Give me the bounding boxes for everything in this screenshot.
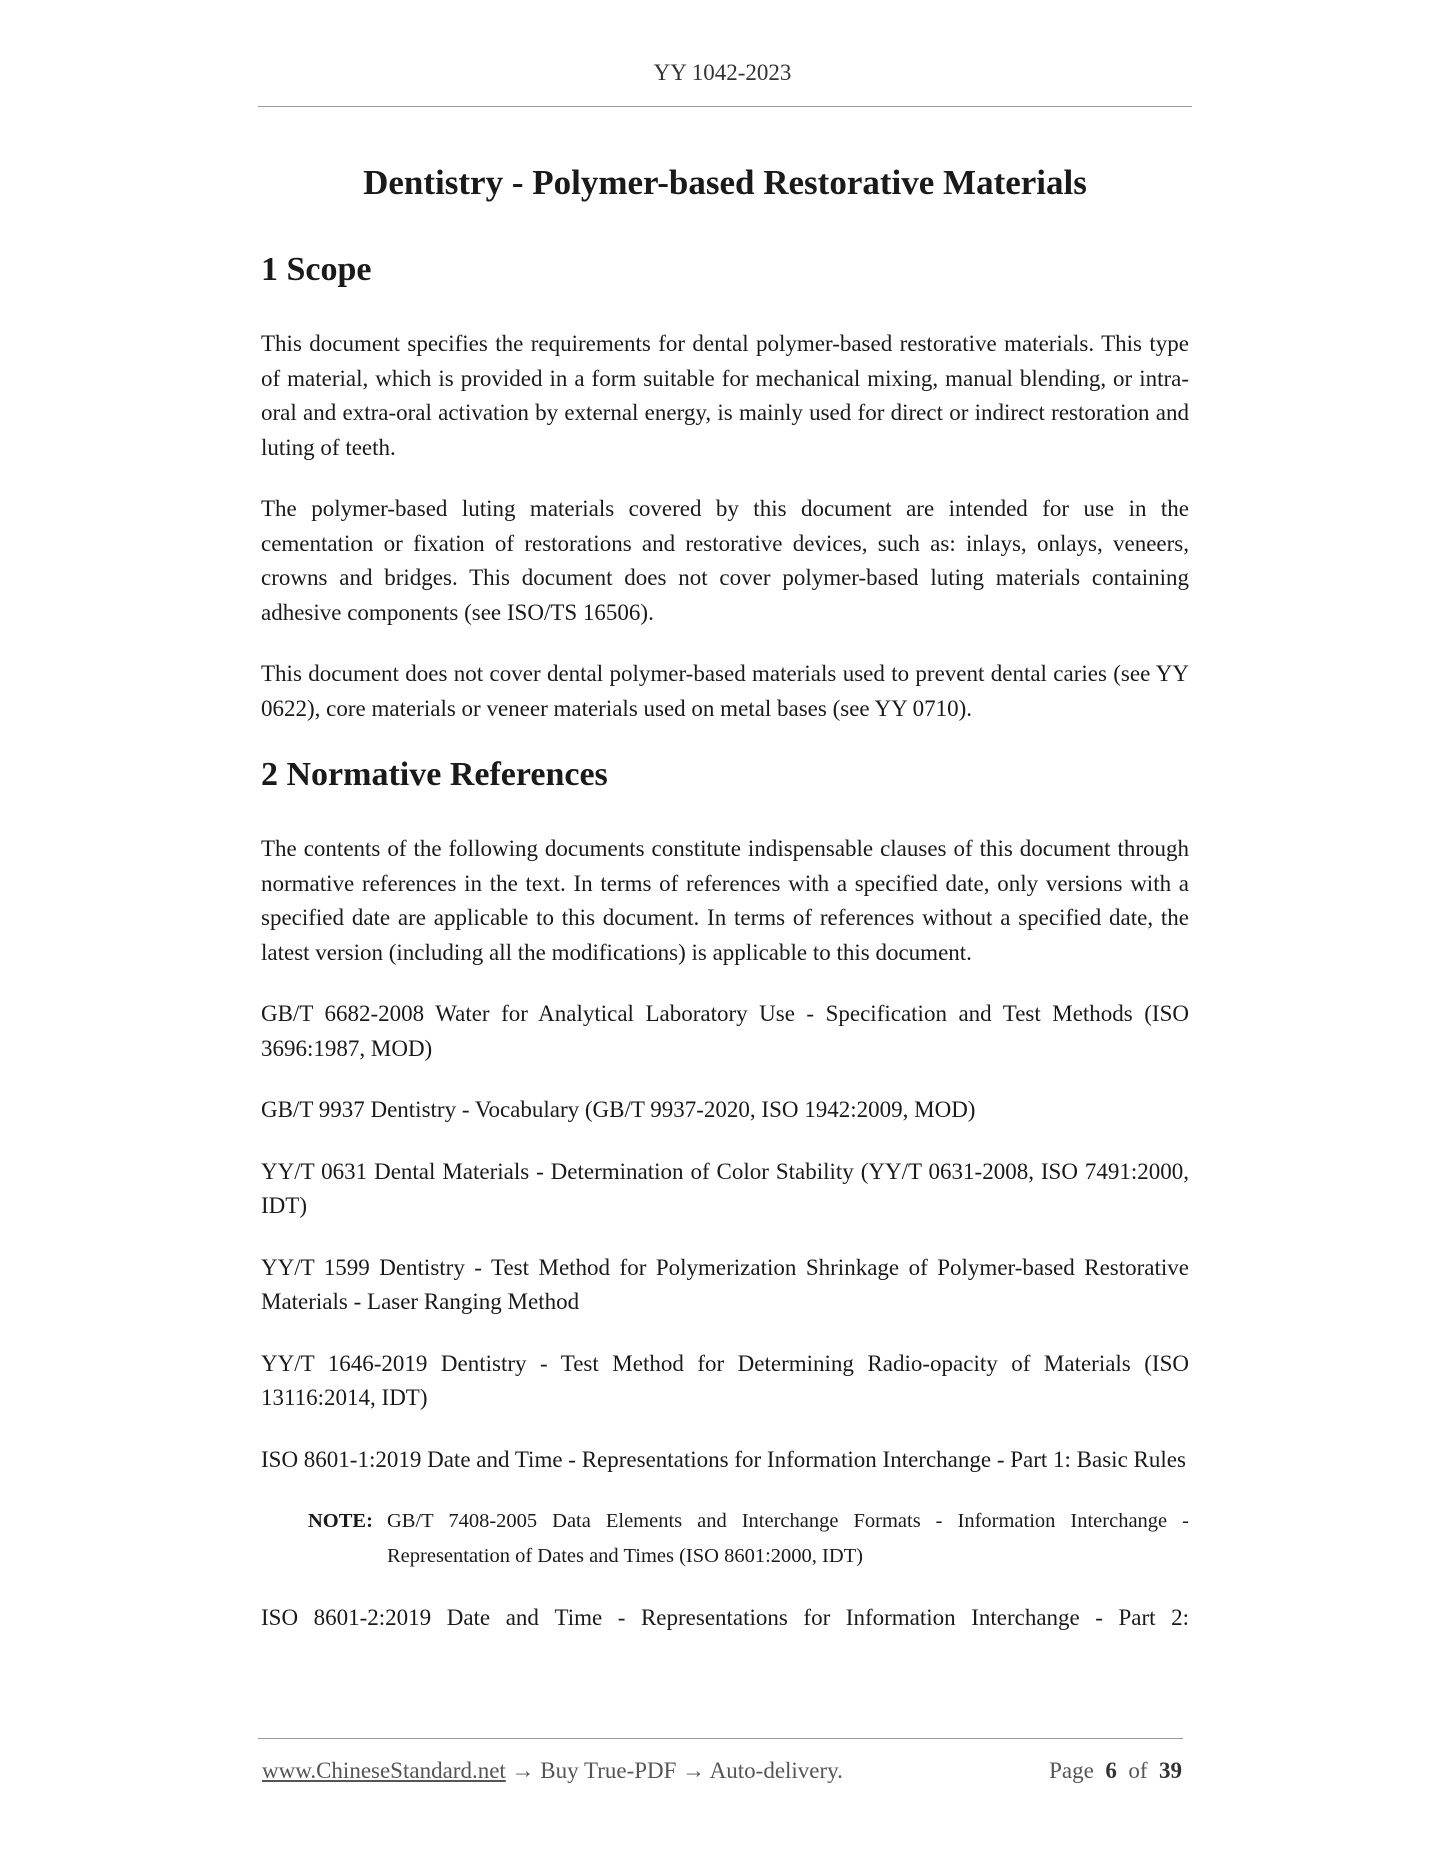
reference-word: 2:: [1171, 1605, 1189, 1630]
reference-item: YY/T 1646-2019 Dentistry - Test Method for Determining Radio-opacity of Materials (ISO 13116:2014, IDT): [261, 1350, 1189, 1410]
reference-item: GB/T 6682-2008 Water for Analytical Laboratory Use - Specification and Test Methods (ISO 3696:1987, MOD): [261, 1001, 1189, 1061]
reference-note: [308, 1504, 1189, 1574]
footer-tagline: → Buy True-PDF → Auto-delivery.: [505, 1758, 843, 1783]
reference-word: -: [617, 1605, 626, 1630]
scope-paragraph: This document does not cover dental polymer-based materials used to prevent dental caries (see YY 0622), core materials or veneer materials used on metal bases (see YY 0710).: [261, 661, 1189, 721]
page-current: 6: [1105, 1758, 1117, 1783]
footer-divider: [258, 1738, 1183, 1739]
footer-promo: [262, 1758, 843, 1784]
page-of-label: of: [1128, 1758, 1148, 1783]
reference-word: Interchange: [971, 1605, 1080, 1630]
website-link[interactable]: www.ChineseStandard.net: [262, 1758, 506, 1783]
reference-item: YY/T 0631 Dental Materials - Determination of Color Stability (YY/T 0631-2008, ISO 7491:2000, IDT): [261, 1158, 1189, 1218]
reference-word: Representations: [640, 1605, 788, 1630]
note-text: GB/T 7408-2005 Data Elements and Interchange Formats - Information Interchange - Representation of Dates and Times (ISO 8601:2000, IDT): [387, 1510, 1189, 1567]
header-doc-code: YY 1042-2023: [653, 60, 792, 85]
reference-word: Date: [446, 1605, 491, 1630]
reference-word: -: [1095, 1605, 1103, 1630]
reference-word: 8601-2:2019: [313, 1605, 432, 1630]
page-content: [261, 160, 1189, 1636]
reference-item-truncated: [261, 1601, 1189, 1636]
scope-paragraph: This document specifies the requirements for dental polymer-based restorative materials. This type of material, which is provided in a form suitable for mechanical mixing, manual blending, or intra-oral and extra-oral activation by external energy, is mainly used for direct or indirect restoration and luting of teeth.: [261, 331, 1189, 460]
reference-item: GB/T 9937 Dentistry - Vocabulary (GB/T 9937-2020, ISO 1942:2009, MOD): [261, 1097, 976, 1122]
document-title: Dentistry - Polymer-based Restorative Materials: [363, 163, 1087, 202]
reference-word: for: [803, 1605, 831, 1630]
page-number-indicator: [1049, 1758, 1182, 1784]
note-label: NOTE:: [308, 1510, 373, 1532]
normative-intro-paragraph: The contents of the following documents constitute indispensable clauses of this document through normative references in the text. In terms of references with a specified date, only versions with a specified date are applicable to this document. In terms of references without a specified date, the latest version (including all the modifications) is applicable to this document.: [261, 836, 1189, 965]
page-total: 39: [1159, 1758, 1182, 1783]
reference-word: Part: [1118, 1605, 1156, 1630]
reference-item: YY/T 1599 Dentistry - Test Method for Polymerization Shrinkage of Polymer-based Restorative Materials - Laser Ranging Method: [261, 1254, 1189, 1314]
reference-item: ISO 8601-1:2019 Date and Time - Representations for Information Interchange - Part 1: Basic Rules: [261, 1446, 1186, 1472]
scope-paragraph: The polymer-based luting materials covered by this document are intended for use in the cementation or fixation of restorations and restorative devices, such as: inlays, onlays, veneers, crowns and bridges. This document does not cover polymer-based luting materials containing adhesive components (see ISO/TS 16506).: [261, 496, 1189, 625]
reference-word: Information: [845, 1605, 956, 1630]
page-footer: [262, 1758, 1182, 1784]
reference-word: and: [505, 1605, 539, 1630]
page-label: Page: [1049, 1758, 1094, 1783]
reference-word: Time: [554, 1605, 603, 1630]
section-heading-normative-references: 2 Normative References: [261, 756, 608, 793]
header-divider: [258, 106, 1192, 107]
reference-word: ISO: [261, 1605, 299, 1630]
section-heading-scope: 1 Scope: [261, 251, 372, 288]
